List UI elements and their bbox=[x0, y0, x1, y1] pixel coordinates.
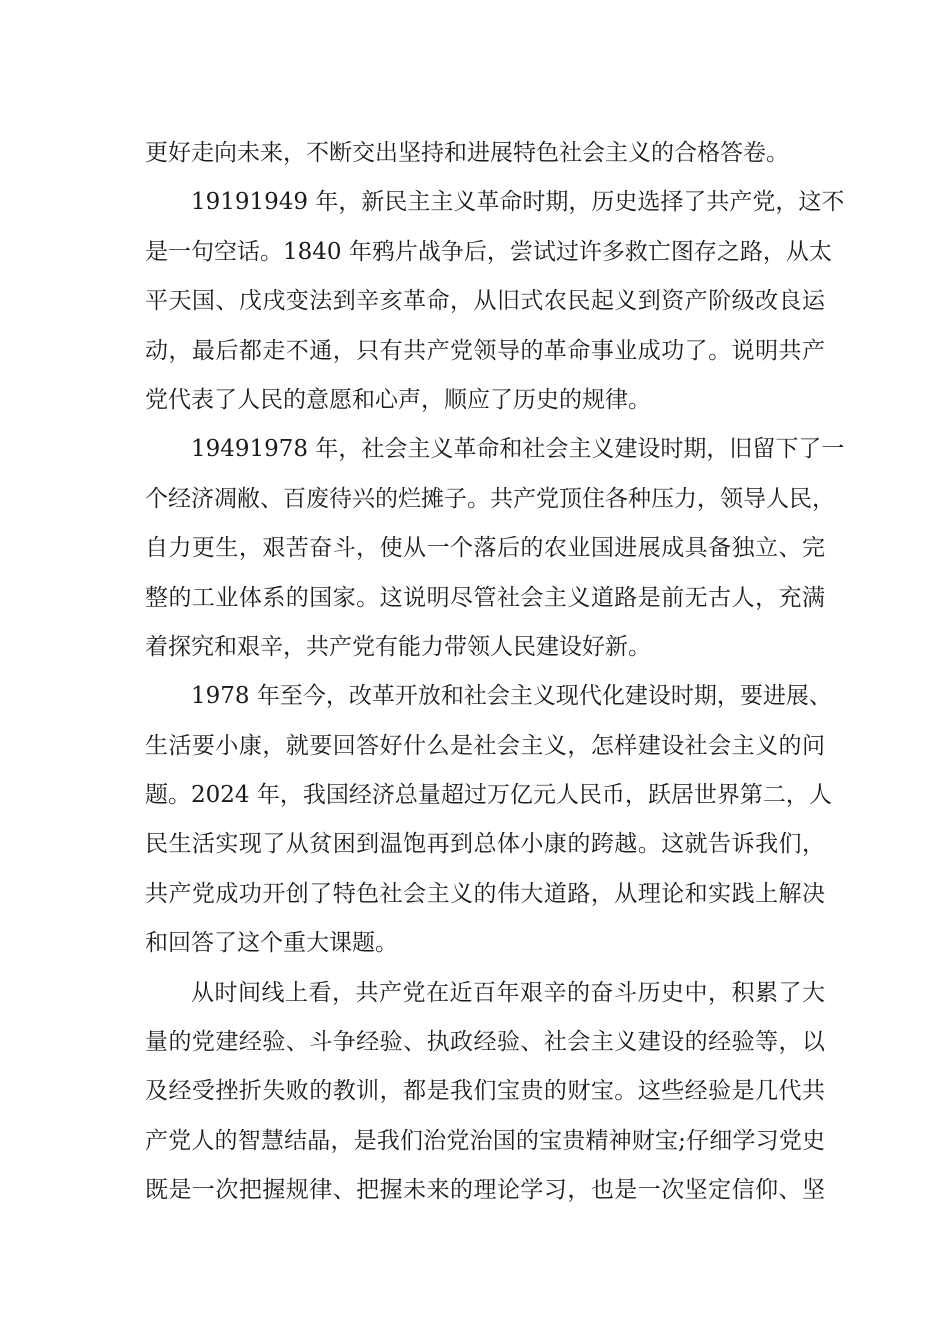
text-line: 生活要小康，就要回答好什么是社会主义，怎样建设社会主义的问 bbox=[145, 732, 825, 759]
text-line: 动，最后都走不通，只有共产党领导的革命事业成功了。说明共产 bbox=[145, 337, 825, 364]
text-line: 是一句空话。1840 年鸦片战争后，尝试过许多救亡图存之路，从太 bbox=[145, 238, 832, 265]
document-body bbox=[145, 129, 845, 1216]
text-line: 更好走向未来，不断交出坚持和进展特色社会主义的合格答卷。 bbox=[145, 140, 789, 166]
text-line: 着探究和艰辛，共产党有能力带领人民建设好新。 bbox=[145, 633, 651, 660]
text-line: 和回答了这个重大课题。 bbox=[145, 930, 398, 957]
text-line: 19491978 年，社会主义革命和社会主义建设时期，旧留下了一 bbox=[191, 436, 845, 463]
text-line: 平天国、戊戌变法到辛亥革命，从旧式农民起义到资产阶级改良运 bbox=[145, 288, 825, 315]
text-line: 量的党建经验、斗争经验、执政经验、社会主义建设的经验等，以 bbox=[145, 1029, 825, 1056]
text-line: 自力更生，艰苦奋斗，使从一个落后的农业国进展成具备独立、完 bbox=[145, 535, 825, 562]
text-line: 19191949 年，新民主主义革命时期，历史选择了共产党，这不 bbox=[191, 189, 845, 216]
text-line: 个经济凋敝、百废待兴的烂摊子。共产党顶住各种压力，领导人民， bbox=[145, 485, 835, 512]
text-line: 产党人的智慧结晶，是我们治党治国的宝贵精神财宝;仔细学习党史 bbox=[145, 1127, 825, 1154]
text-line: 从时间线上看，共产党在近百年艰辛的奋斗历史中，积累了大 bbox=[191, 979, 825, 1006]
paragraph-4 bbox=[145, 672, 832, 968]
paragraph-3 bbox=[145, 425, 845, 672]
text-line: 整的工业体系的国家。这说明尽管社会主义道路是前无古人，充满 bbox=[145, 584, 825, 611]
text-line: 题。2024 年，我国经济总量超过万亿元人民币，跃居世界第二，人 bbox=[145, 782, 832, 809]
paragraph-2 bbox=[145, 178, 845, 425]
paragraph-5 bbox=[145, 969, 825, 1216]
paragraph-1 bbox=[145, 129, 825, 178]
text-line: 1978 年至今，改革开放和社会主义现代化建设时期，要进展、 bbox=[191, 683, 832, 710]
text-line: 及经受挫折失败的教训，都是我们宝贵的财宝。这些经验是几代共 bbox=[145, 1078, 825, 1105]
text-line: 民生活实现了从贫困到温饱再到总体小康的跨越。这就告诉我们， bbox=[145, 831, 825, 858]
text-line: 党代表了人民的意愿和心声，顺应了历史的规律。 bbox=[145, 386, 651, 413]
text-line: 既是一次把握规律、把握未来的理论学习，也是一次坚定信仰、坚 bbox=[145, 1177, 825, 1204]
text-line: 共产党成功开创了特色社会主义的伟大道路，从理论和实践上解决 bbox=[145, 880, 825, 907]
